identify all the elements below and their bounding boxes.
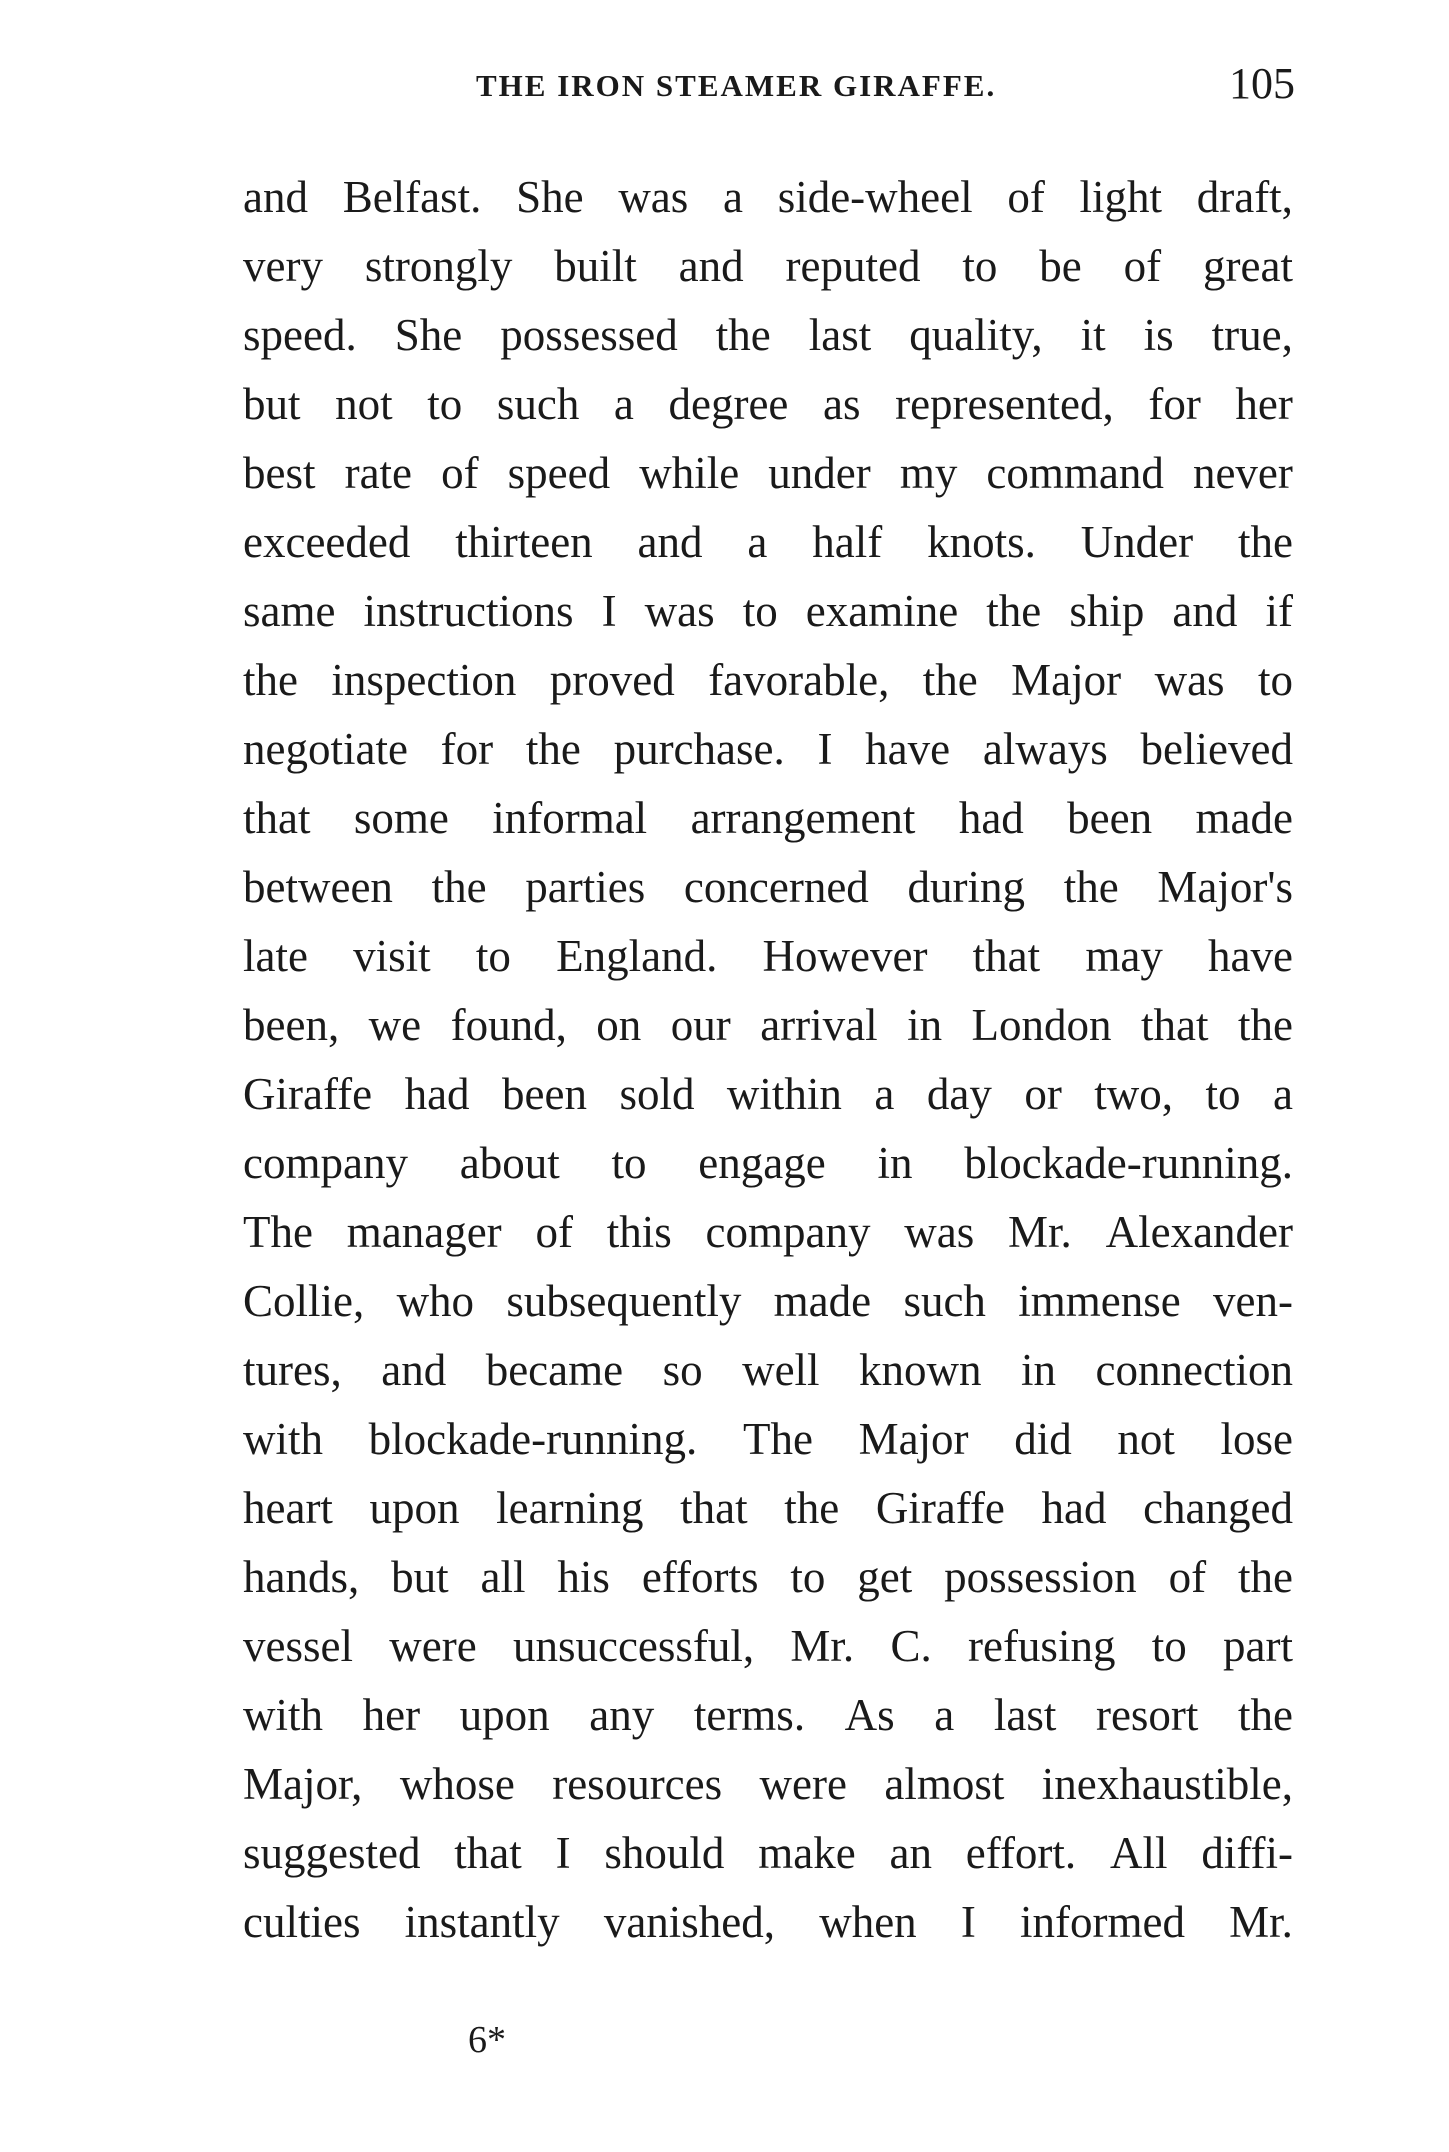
word: unsuccessful,	[512, 1621, 755, 1671]
word: this	[606, 1207, 672, 1257]
word: during	[907, 862, 1025, 912]
word: examine	[805, 586, 959, 636]
word: rate	[344, 448, 413, 498]
word: She	[516, 172, 584, 222]
word: the	[986, 586, 1042, 636]
word: of	[1123, 241, 1162, 291]
word: quality,	[909, 310, 1043, 360]
word: to	[1151, 1621, 1187, 1671]
word: arrangement	[690, 793, 916, 843]
word: did	[1014, 1414, 1072, 1464]
word: changed	[1143, 1483, 1293, 1533]
word: strongly	[364, 241, 513, 291]
word: instantly	[404, 1897, 560, 1947]
word: of	[1007, 172, 1045, 222]
word: of	[1168, 1552, 1207, 1602]
word: the	[1238, 517, 1293, 567]
text-line	[243, 991, 1293, 1060]
word: light	[1079, 172, 1163, 222]
word: upon	[369, 1483, 460, 1533]
word: ven-	[1213, 1276, 1293, 1326]
word: instructions	[363, 586, 574, 636]
text-line	[243, 1336, 1293, 1405]
word: the	[1237, 1552, 1293, 1602]
text-line	[243, 715, 1293, 784]
word: reputed	[785, 241, 921, 291]
word: Mr.	[790, 1621, 855, 1671]
text-line	[243, 1198, 1293, 1267]
word: for	[1148, 379, 1201, 429]
word: have	[1208, 931, 1293, 981]
word: refusing	[967, 1621, 1116, 1671]
word: possessed	[500, 310, 678, 360]
word: a	[613, 379, 634, 429]
word: to	[1205, 1069, 1241, 1119]
word: favorable,	[708, 655, 890, 705]
word: my	[899, 448, 958, 498]
word: inexhaustible,	[1041, 1759, 1293, 1809]
word: culties	[243, 1897, 361, 1947]
word: blockade-running.	[368, 1414, 698, 1464]
word: Major	[1011, 655, 1122, 705]
word: in	[907, 1000, 943, 1050]
word: not	[1117, 1414, 1175, 1464]
word: some	[353, 793, 449, 843]
text-line	[243, 1267, 1293, 1336]
word: been	[502, 1069, 587, 1119]
word: been	[1067, 793, 1153, 843]
word: in	[1021, 1345, 1057, 1395]
word: almost	[884, 1759, 1005, 1809]
word: so	[662, 1345, 703, 1395]
word: I	[601, 586, 617, 636]
word: heart	[243, 1483, 333, 1533]
word: of	[535, 1207, 573, 1257]
word: The	[742, 1414, 813, 1464]
text-line	[243, 163, 1293, 232]
word: Giraffe	[875, 1483, 1005, 1533]
text-line	[243, 1129, 1293, 1198]
word: The	[243, 1207, 313, 1257]
word: get	[857, 1552, 913, 1602]
word: that	[1141, 1000, 1209, 1050]
word: her	[362, 1690, 421, 1740]
word: built	[554, 241, 637, 291]
text-line	[243, 784, 1293, 853]
word: purchase.	[613, 724, 785, 774]
word: that	[972, 931, 1041, 981]
word: connection	[1095, 1345, 1293, 1395]
word: terms.	[693, 1690, 806, 1740]
word: and	[637, 517, 703, 567]
word: made	[773, 1276, 872, 1326]
word: such	[903, 1276, 986, 1326]
word: proved	[549, 655, 675, 705]
word: were	[389, 1621, 477, 1671]
word: All	[1109, 1828, 1168, 1878]
word: to	[962, 241, 998, 291]
word: negotiate	[243, 724, 408, 774]
text-line	[243, 1750, 1293, 1819]
word: and	[678, 241, 744, 291]
running-title: THE IRON STEAMER GIRAFFE.	[476, 68, 997, 103]
word: England.	[556, 931, 718, 981]
word: informal	[492, 793, 648, 843]
word: degree	[668, 379, 789, 429]
word: However	[762, 931, 928, 981]
word: her	[1235, 379, 1293, 429]
word: an	[889, 1828, 932, 1878]
word: tures,	[243, 1345, 342, 1395]
word: the	[922, 655, 978, 705]
word: been,	[243, 1000, 340, 1050]
word: a	[934, 1690, 955, 1740]
word: vessel	[243, 1621, 353, 1671]
word: never	[1192, 448, 1293, 498]
word: C.	[890, 1621, 932, 1671]
word: speed.	[243, 310, 357, 360]
word: believed	[1140, 724, 1293, 774]
word: a	[723, 172, 743, 222]
text-line	[243, 439, 1293, 508]
word: were	[759, 1759, 847, 1809]
word: command	[986, 448, 1164, 498]
word: inspection	[331, 655, 517, 705]
word: was	[644, 586, 715, 636]
word: upon	[459, 1690, 550, 1740]
word: known	[859, 1345, 982, 1395]
word: within	[726, 1069, 842, 1119]
word: draft,	[1196, 172, 1293, 222]
word: resort	[1095, 1690, 1199, 1740]
word: Major	[858, 1414, 969, 1464]
word: sold	[619, 1069, 695, 1119]
word: possession	[944, 1552, 1137, 1602]
word: blockade-running.	[964, 1138, 1293, 1188]
word: company	[243, 1138, 408, 1188]
word: to	[790, 1552, 826, 1602]
word: visit	[353, 931, 431, 981]
signature-mark: 6*	[468, 2019, 506, 2061]
word: all	[480, 1552, 526, 1602]
word: well	[742, 1345, 820, 1395]
text-line	[243, 1888, 1293, 1957]
word: a	[1272, 1069, 1293, 1119]
word: Collie,	[243, 1276, 365, 1326]
word: half	[812, 517, 883, 567]
page-number: 105	[1229, 59, 1295, 108]
word: informed	[1020, 1897, 1185, 1947]
word: had	[1041, 1483, 1107, 1533]
word: ship	[1069, 586, 1145, 636]
text-line	[243, 1681, 1293, 1750]
word: and	[243, 172, 308, 222]
word: last	[993, 1690, 1057, 1740]
word: or	[1024, 1069, 1062, 1119]
text-line	[243, 508, 1293, 577]
word: to	[427, 379, 463, 429]
word: and	[381, 1345, 447, 1395]
word: side-wheel	[777, 172, 973, 222]
word: learning	[496, 1483, 644, 1533]
word: under	[768, 448, 871, 498]
word: day	[926, 1069, 992, 1119]
word: concerned	[683, 862, 869, 912]
word: but	[391, 1552, 449, 1602]
text-line	[243, 1612, 1293, 1681]
word: the	[525, 724, 581, 774]
word: that	[454, 1828, 522, 1878]
word: to	[1257, 655, 1293, 705]
word: on	[596, 1000, 642, 1050]
word: thirteen	[455, 517, 593, 567]
text-line	[243, 370, 1293, 439]
word: that	[243, 793, 311, 843]
word: part	[1223, 1621, 1293, 1671]
text-line	[243, 1405, 1293, 1474]
word: lose	[1220, 1414, 1293, 1464]
word: if	[1265, 586, 1293, 636]
word: I	[817, 724, 833, 774]
text-line	[243, 1543, 1293, 1612]
word: whose	[399, 1759, 515, 1809]
word: engage	[698, 1138, 826, 1188]
word: exceeded	[243, 517, 411, 567]
body-text	[243, 163, 1293, 1957]
text-line	[243, 853, 1293, 922]
word: Under	[1080, 517, 1194, 567]
word: to	[742, 586, 778, 636]
word: found,	[450, 1000, 567, 1050]
text-line	[243, 922, 1293, 991]
word: who	[396, 1276, 475, 1326]
word: Giraffe	[243, 1069, 373, 1119]
word: As	[844, 1690, 895, 1740]
word: of	[441, 448, 479, 498]
word: always	[982, 724, 1108, 774]
word: very	[243, 241, 323, 291]
word: the	[1063, 862, 1119, 912]
word: parties	[525, 862, 646, 912]
word: made	[1195, 793, 1293, 843]
word: such	[496, 379, 580, 429]
word: while	[639, 448, 740, 498]
text-line	[243, 232, 1293, 301]
word: it	[1080, 310, 1106, 360]
word: best	[243, 448, 316, 498]
word: be	[1039, 241, 1082, 291]
word: Mr.	[1229, 1897, 1293, 1947]
word: make	[758, 1828, 856, 1878]
word: we	[368, 1000, 422, 1050]
text-line	[243, 577, 1293, 646]
text-line	[243, 1474, 1293, 1543]
word: the	[1237, 1000, 1293, 1050]
word: to	[611, 1138, 647, 1188]
word: the	[784, 1483, 840, 1533]
word: I	[960, 1897, 976, 1947]
word: was	[1154, 655, 1225, 705]
word: subsequently	[506, 1276, 742, 1326]
word: had	[958, 793, 1024, 843]
word: not	[335, 379, 393, 429]
word: I	[555, 1828, 571, 1878]
word: represented,	[895, 379, 1114, 429]
word: manager	[346, 1207, 502, 1257]
word: true,	[1211, 310, 1293, 360]
word: late	[243, 931, 308, 981]
word: She	[394, 310, 463, 360]
word: hands,	[243, 1552, 360, 1602]
word: with	[243, 1690, 324, 1740]
word: Major's	[1157, 862, 1293, 912]
word: company	[705, 1207, 871, 1257]
word: was	[618, 172, 689, 222]
word: vanished,	[603, 1897, 776, 1947]
word: had	[404, 1069, 470, 1119]
word: in	[877, 1138, 913, 1188]
word: the	[243, 655, 298, 705]
word: suggested	[243, 1828, 421, 1878]
word: great	[1203, 241, 1293, 291]
word: may	[1085, 931, 1163, 981]
word: Alexander	[1105, 1207, 1293, 1257]
word: the	[431, 862, 487, 912]
word: same	[243, 586, 336, 636]
text-line	[243, 301, 1293, 370]
word: immense	[1018, 1276, 1181, 1326]
word: Mr.	[1008, 1207, 1072, 1257]
word: is	[1143, 310, 1174, 360]
word: two,	[1094, 1069, 1174, 1119]
word: diffi-	[1201, 1828, 1293, 1878]
word: for	[440, 724, 494, 774]
word: his	[557, 1552, 610, 1602]
word: a	[874, 1069, 895, 1119]
word: resources	[552, 1759, 723, 1809]
word: a	[747, 517, 768, 567]
word: effort.	[965, 1828, 1077, 1878]
word: that	[680, 1483, 748, 1533]
word: to	[475, 931, 511, 981]
word: London	[971, 1000, 1112, 1050]
word: about	[459, 1138, 560, 1188]
word: the	[715, 310, 771, 360]
word: with	[243, 1414, 324, 1464]
word: between	[243, 862, 393, 912]
text-line	[243, 1060, 1293, 1129]
word: arrival	[760, 1000, 878, 1050]
word: any	[589, 1690, 655, 1740]
text-line	[243, 1819, 1293, 1888]
word: but	[243, 379, 301, 429]
word: the	[1238, 1690, 1293, 1740]
word: efforts	[641, 1552, 759, 1602]
word: last	[808, 310, 872, 360]
word: was	[904, 1207, 975, 1257]
word: have	[865, 724, 951, 774]
word: when	[819, 1897, 917, 1947]
word: became	[485, 1345, 624, 1395]
text-line	[243, 646, 1293, 715]
word: Major,	[243, 1759, 363, 1809]
word: our	[670, 1000, 731, 1050]
word: and	[1172, 586, 1238, 636]
word: Belfast.	[342, 172, 482, 222]
word: knots.	[927, 517, 1036, 567]
word: should	[604, 1828, 725, 1878]
word: speed	[507, 448, 611, 498]
word: as	[823, 379, 861, 429]
